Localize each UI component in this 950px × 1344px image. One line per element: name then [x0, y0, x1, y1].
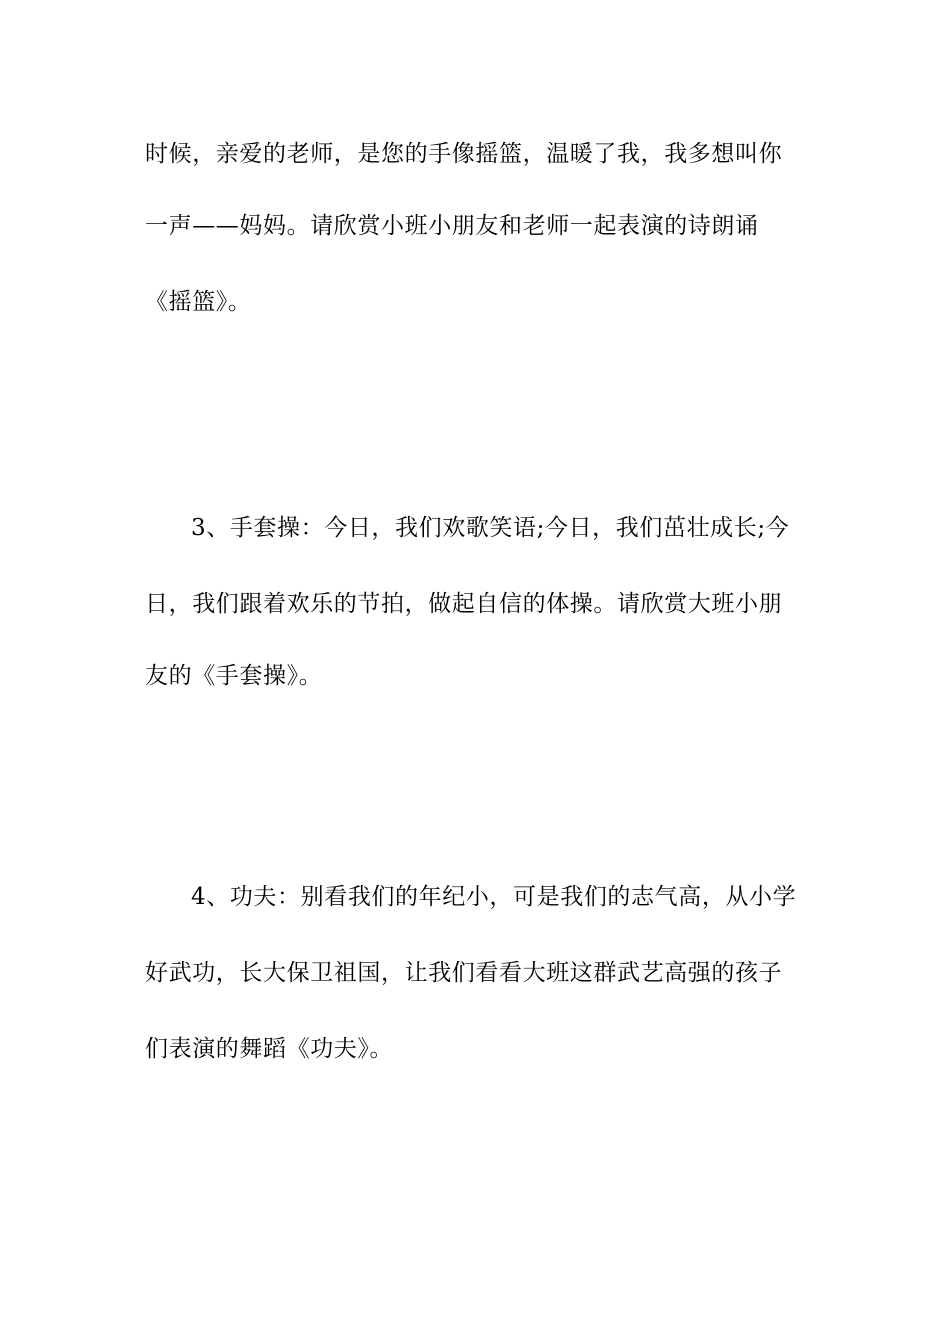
- paragraph-line: 3、手套操：今日，我们欢歌笑语;今日，我们茁壮成长;今: [191, 515, 790, 541]
- paragraph-line: 《摇篮》。: [145, 289, 252, 315]
- paragraph-line: 时候，亲爱的老师，是您的手像摇篮，温暖了我，我多想叫你: [145, 141, 783, 167]
- paragraph-line: 4、功夫：别看我们的年纪小，可是我们的志气高，从小学: [191, 884, 797, 910]
- paragraph-line: 一声——妈妈。请欣赏小班小朋友和老师一起表演的诗朗诵: [145, 213, 759, 239]
- paragraph-line: 日，我们跟着欢乐的节拍，做起自信的体操。请欣赏大班小朋: [145, 591, 783, 617]
- paragraph-line: 好武功，长大保卫祖国，让我们看看大班这群武艺高强的孩子: [145, 960, 783, 986]
- paragraph-line: 友的《手套操》。: [145, 663, 323, 689]
- paragraph-line: 们表演的舞蹈《功夫》。: [145, 1036, 394, 1062]
